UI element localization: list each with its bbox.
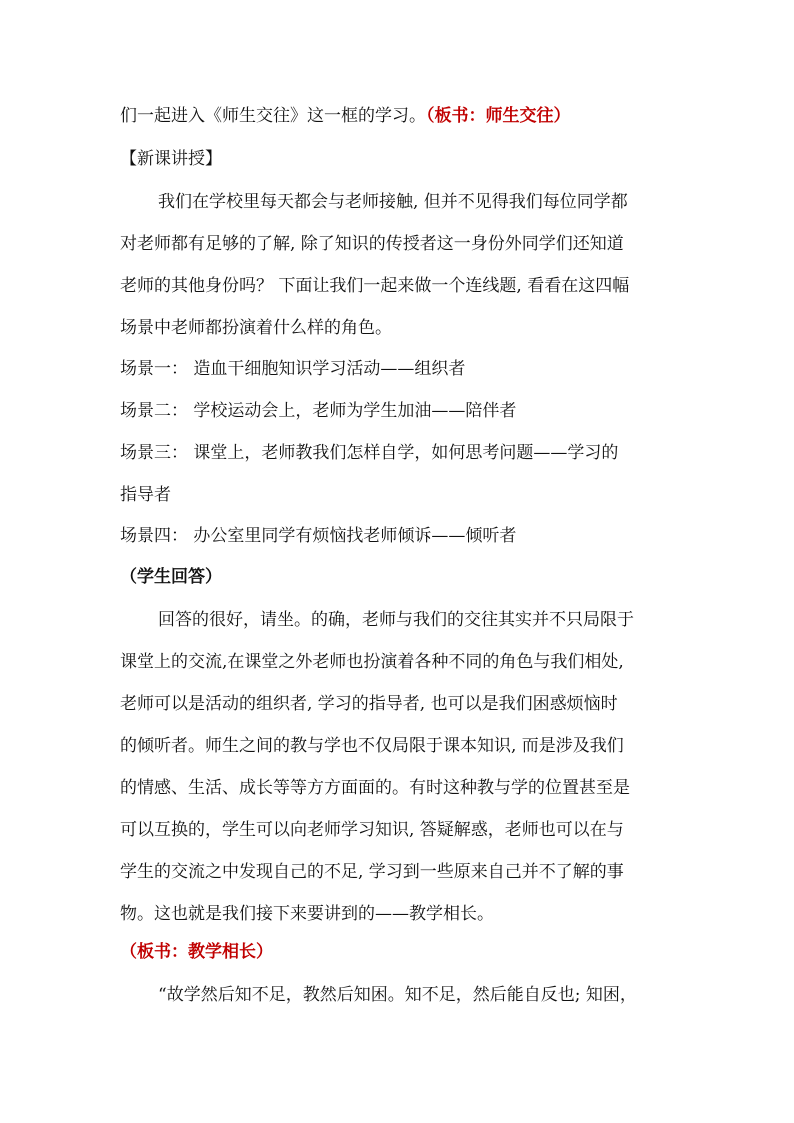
blackboard-note-2: （板书：教学相长） bbox=[120, 942, 273, 962]
text-line-3: 我们在学校里每天都会与老师接触, 但并不见得我们每位同学都 bbox=[158, 192, 628, 212]
scene-two: 场景二： 学校运动会上，老师为学生加油——陪伴者 bbox=[120, 401, 517, 421]
text-line-17: 的情感、生活、成长等等方方面面的。有时这种教与学的位置甚至是 bbox=[120, 778, 630, 798]
text-line-4: 对老师都有足够的了解, 除了知识的传授者这一身份外同学们还知道 bbox=[120, 234, 624, 254]
scene-four: 场景四： 办公室里同学有烦恼找老师倾诉——倾听者 bbox=[120, 526, 517, 546]
section-heading-new-lesson: 【新课讲授】 bbox=[120, 149, 222, 169]
blackboard-note-1: （板书：师生交往） bbox=[426, 106, 571, 126]
text-line-1 bbox=[120, 108, 571, 125]
text-line-15: 老师可以是活动的组织者, 学习的指导者, 也可以是我们困惑烦恼时 bbox=[120, 694, 618, 714]
student-answer-note: （学生回答） bbox=[120, 567, 222, 587]
text-line-16: 的倾听者。师生之间的教与学也不仅局限于课本知识, 而是涉及我们 bbox=[120, 736, 624, 756]
text-line-5: 老师的其他身份吗？ 下面让我们一起来做一个连线题, 看看在这四幅 bbox=[120, 276, 630, 296]
scene-one: 场景一： 造血干细胞知识学习活动——组织者 bbox=[120, 359, 466, 379]
text-line-19: 学生的交流之中发现自己的不足, 学习到一些原来自己并不了解的事 bbox=[120, 862, 624, 882]
text-line-13: 回答的很好，请坐。的确，老师与我们的交往其实并不只局限于 bbox=[158, 610, 634, 630]
text-line-20: 物。这也就是我们接下来要讲到的——教学相长。 bbox=[120, 904, 494, 924]
scene-three: 场景三： 课堂上，老师教我们怎样自学，如何思考问题——学习的 bbox=[120, 443, 619, 463]
scene-three-cont: 指导者 bbox=[120, 485, 171, 505]
text-line-18: 可以互换的，学生可以向老师学习知识, 答疑解惑，老师也可以在与 bbox=[120, 820, 624, 840]
text-line-14: 课堂上的交流,在课堂之外老师也扮演着各种不同的角色与我们相处, bbox=[120, 652, 624, 672]
text-line-22: “故学然后知不足，教然后知困。知不足，然后能自反也; 知困， bbox=[158, 985, 637, 1005]
text-line-1-body: 们一起进入《师生交往》这一框的学习。 bbox=[120, 106, 426, 126]
text-line-6: 场景中老师都扮演着什么样的角色。 bbox=[120, 318, 392, 338]
